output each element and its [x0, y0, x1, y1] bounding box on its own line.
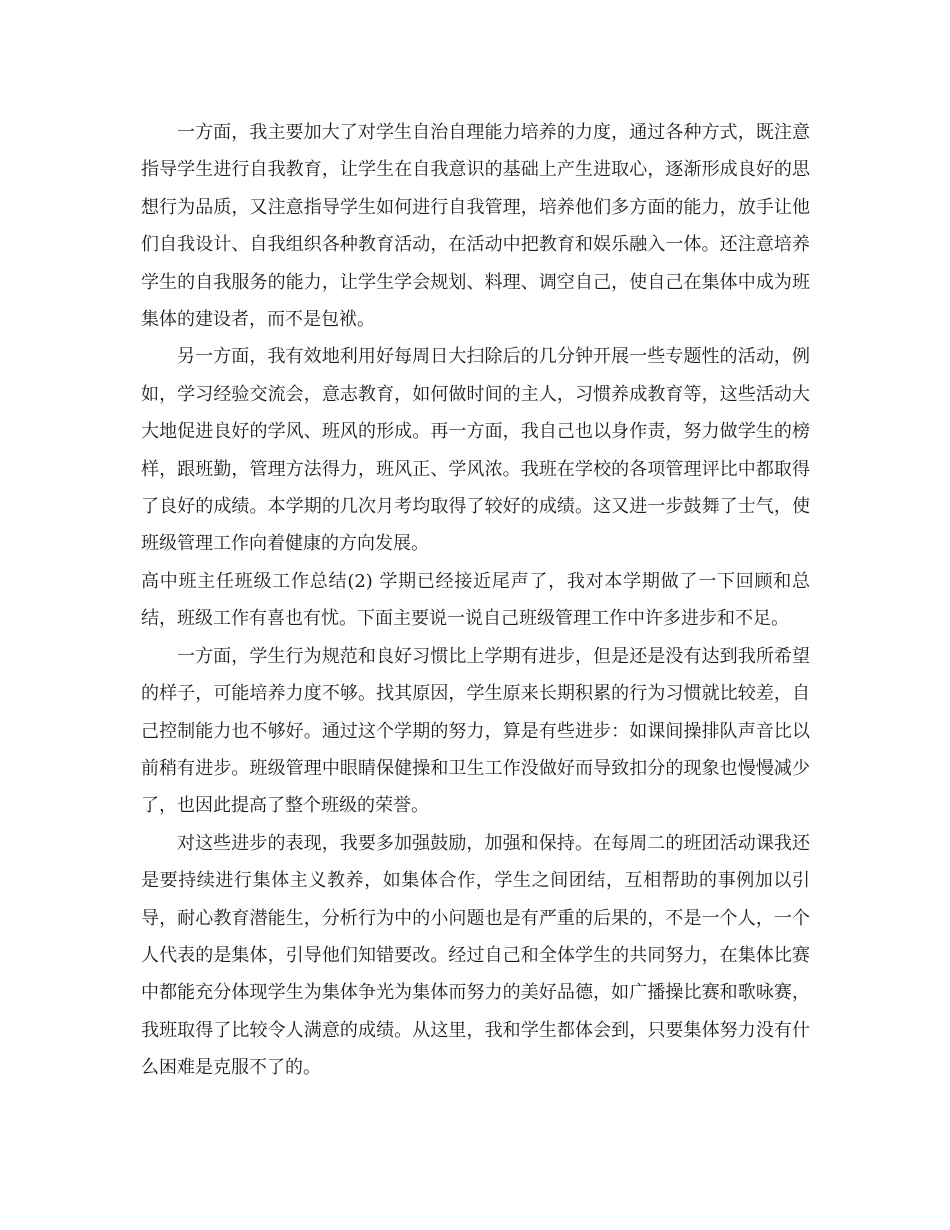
paragraph-summary-intro: [141, 563, 810, 638]
paragraph-self-management: 一方面，我主要加大了对学生自治自理能力培养的力度，通过各种方式，既注意指导学生进行自我教育，让学生在自我意识的基础上产生进取心，逐渐形成良好的思想行为品质，又注意指导学生如何进行自我管理，培养他们多方面的能力，放手让他们自我设计、自我组织各种教育活动，在活动中把教育和娱乐融入一体。还注意培养学生的自我服务的能力，让学生学会规划、料理、调空自己，使自己在集体中成为班集体的建设者，而不是包袱。: [141, 122, 810, 331]
paragraph-behavior-progress: 一方面，学生行为规范和良好习惯比上学期有进步，但是还是没有达到我所希望的样子，可能培养力度不够。找其原因，学生原来长期积累的行为习惯就比较差，自己控制能力也不够好。通过这个学期的努力，算是有些进步：如课间操排队声音比以前稍有进步。班级管理中眼睛保健操和卫生工作没做好而导致扣分的现象也慢慢减少了，也因此提高了整个班级的荣誉。: [141, 645, 810, 817]
paragraph-weekly-activities: 另一方面，我有效地利用好每周日大扫除后的几分钟开展一些专题性的活动，例如，学习经验交流会，意志教育，如何做时间的主人，习惯养成教育等，这些活动大大地促进良好的学风、班风的形成。再一方面，我自己也以身作责，努力做学生的榜样，跟班勤，管理方法得力，班风正、学风浓。我班在学校的各项管理评比中都取得了良好的成绩。本学期的几次月考均取得了较好的成绩。这又进一步鼓舞了士气，使班级管理工作向着健康的方向发展。: [141, 346, 810, 555]
section-heading: 高中班主任班级工作总结(2): [141, 570, 373, 592]
paragraph-encouragement: 对这些进步的表现，我要多加强鼓励，加强和保持。在每周二的班团活动课我还是要持续进行集体主义教养，如集体合作，学生之间团结，互相帮助的事例加以引导，耐心教育潜能生，分析行为中的小问题也是有严重的后果的，不是一个人，一个人代表的是集体，引导他们知错要改。经过自己和全体学生的共同努力，在集体比赛中都能充分体现学生为集体争光为集体而努力的美好品德，如广播操比赛和歌咏赛，我班取得了比较令人满意的成绩。从这里，我和学生都体会到，只要集体努力没有什么困难是克服不了的。: [141, 832, 810, 1079]
paragraph-summary-intro-text: 学期已经接近尾声了，我对本学期做了一下回顾和总结，班级工作有喜也有忧。下面主要说一说自己班级管理工作中许多进步和不足。: [141, 570, 810, 630]
